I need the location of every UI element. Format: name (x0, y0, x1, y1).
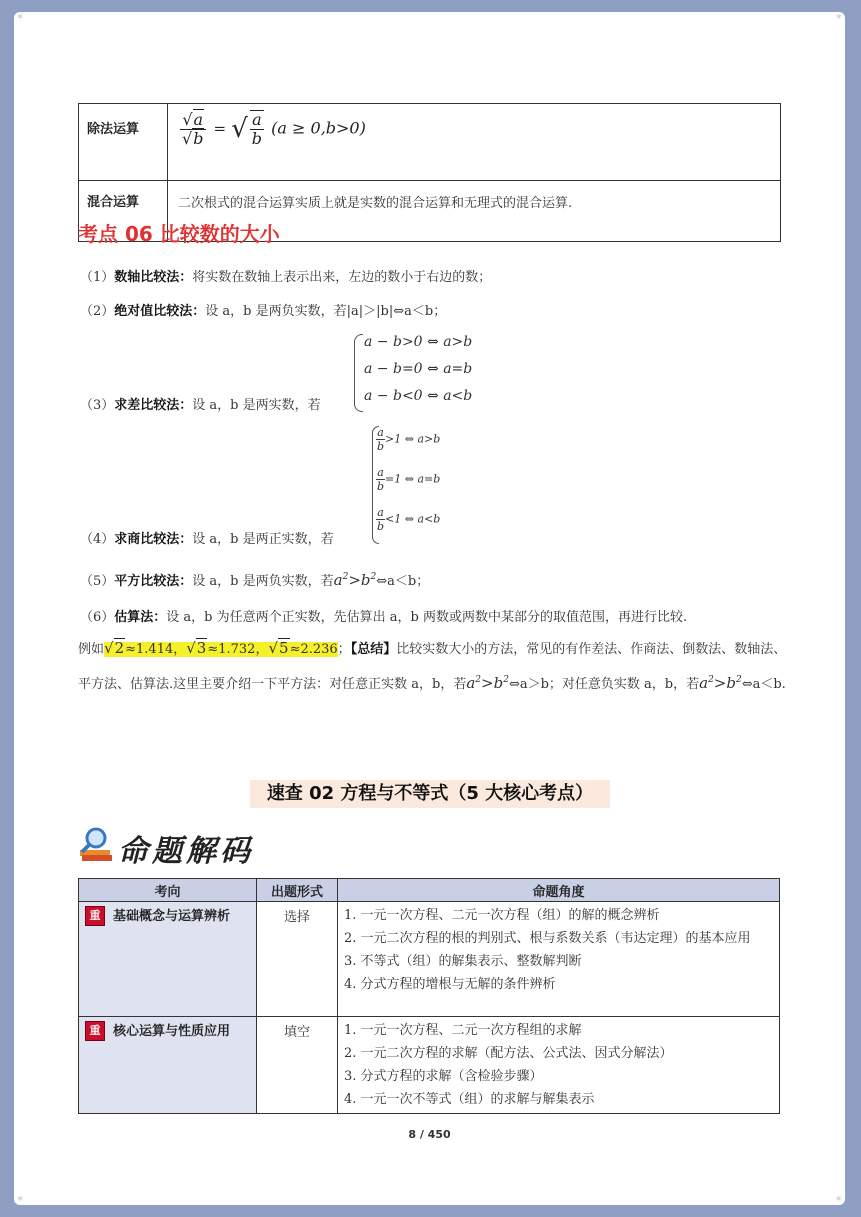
table-row (79, 104, 781, 181)
table-row (79, 902, 780, 1017)
column-header: 出题形式 (257, 879, 338, 902)
row-text: 二次根式的混合运算实质上就是实数的混合运算和无理式的混合运算. (168, 181, 781, 242)
corner-star-icon: ✶ (834, 12, 843, 23)
list-item: （2）绝对值比较法：设 a，b 是两负实数，若|a|＞|b|⇔a＜b； (80, 304, 447, 319)
corner-star-icon: ✶ (834, 1194, 843, 1205)
document-page (14, 12, 845, 1205)
magnifier-books-icon (78, 824, 118, 864)
list-item: （4）求商比较法：设 a，b 是两正实数，若 (80, 532, 334, 547)
angle-item: 3. 不等式（组）的解集表示、整数解判断 (344, 954, 582, 969)
table-header-row (79, 879, 780, 902)
page-number: 8 / 450 (408, 1128, 451, 1141)
topic-label: 基础概念与运算辨析 (113, 909, 231, 924)
angle-item: 4. 分式方程的增根与无解的条件辨析 (344, 977, 556, 992)
formula-condition: a ≥ 0,b>0 (277, 118, 360, 138)
row-label: 除法运算 (79, 104, 168, 181)
row-label: 混合运算 (79, 181, 168, 242)
case-line: a − b=0 ⇔ a=b (364, 361, 473, 377)
angle-item: 2. 一元二次方程的求解（配方法、公式法、因式分解法） (344, 1046, 673, 1061)
section-title: 考点 06 比较数的大小 (78, 222, 280, 246)
highlighted-example: √2≈1.414，√3≈1.732，√5≈2.236 (104, 639, 338, 657)
case-line: $\frac{a}{b}$ =1 ⇔ a=b (377, 466, 441, 493)
corner-star-icon: ✶ (16, 12, 25, 23)
cases-brace (354, 334, 363, 412)
angle-item: 4. 一元一次不等式（组）的求解与解集表示 (344, 1092, 595, 1107)
list-item: （3）求差比较法：设 a，b 是两实数，若 (80, 398, 321, 413)
list-item: （1）数轴比较法：将实数在数轴上表示出来，左边的数小于右边的数； (80, 270, 492, 285)
chapter-heading: 速查 02 方程与不等式（5 大核心考点） (250, 780, 610, 808)
angle-item: 2. 一元二次方程的根的判别式、根与系数关系（韦达定理）的基本应用 (344, 931, 751, 946)
topic-label: 核心运算与性质应用 (113, 1024, 231, 1039)
question-form: 选择 (257, 902, 338, 1017)
case-line: a − b<0 ⇔ a<b (364, 388, 473, 404)
proposition-table (78, 878, 780, 1114)
column-header: 考向 (79, 879, 257, 902)
division-formula: $\frac{√a}{√b}$ = √ $\frac{a}{b}$ (a ≥ 0,b>0) (168, 104, 781, 181)
case-line: $\frac{a}{b}$ >1 ⇔ a>b (377, 426, 441, 453)
list-item: （5）平方比较法：设 a，b 是两负实数，若$a^2>b^2\Leftrightarrow a<b$； (80, 571, 430, 589)
table-row (79, 1017, 780, 1114)
case-line: $\frac{a}{b}$ <1 ⇔ a<b (377, 506, 441, 533)
question-form: 填空 (257, 1017, 338, 1114)
case-line: a − b>0 ⇔ a>b (364, 334, 473, 350)
angle-item: 1. 一元一次方程、二元一次方程组的求解 (344, 1023, 582, 1038)
estimation-paragraph: （6）估算法：设 a，b 为任意两个正实数，先估算出 a，b 两数或两数中某部分的取值范围，再进行比较. 例如√2≈1.414，√3≈1.732，√5≈2.236；【总结】比较实数大小的方法，常见的有作差法、作商法、倒数法、数轴法、平方法、估算法.这里主要介绍一下平方法：对任意正实数 a，b，若$a^2>b^2\Leftrightarrow a>b$；对任意负实数 a，b，若$a^2>b^2\Leftrightarrow a<b$. (78, 610, 787, 692)
angle-item: 3. 分式方程的求解（含检验步骤） (344, 1069, 543, 1084)
key-badge: 重 (85, 906, 105, 926)
column-header: 命题角度 (338, 879, 780, 902)
angle-item: 1. 一元一次方程、二元一次方程（组）的解的概念辨析 (344, 908, 660, 923)
proposition-decoding-logo: 命题解码 (78, 824, 278, 864)
corner-star-icon: ✶ (16, 1194, 25, 1205)
key-badge: 重 (85, 1021, 105, 1041)
